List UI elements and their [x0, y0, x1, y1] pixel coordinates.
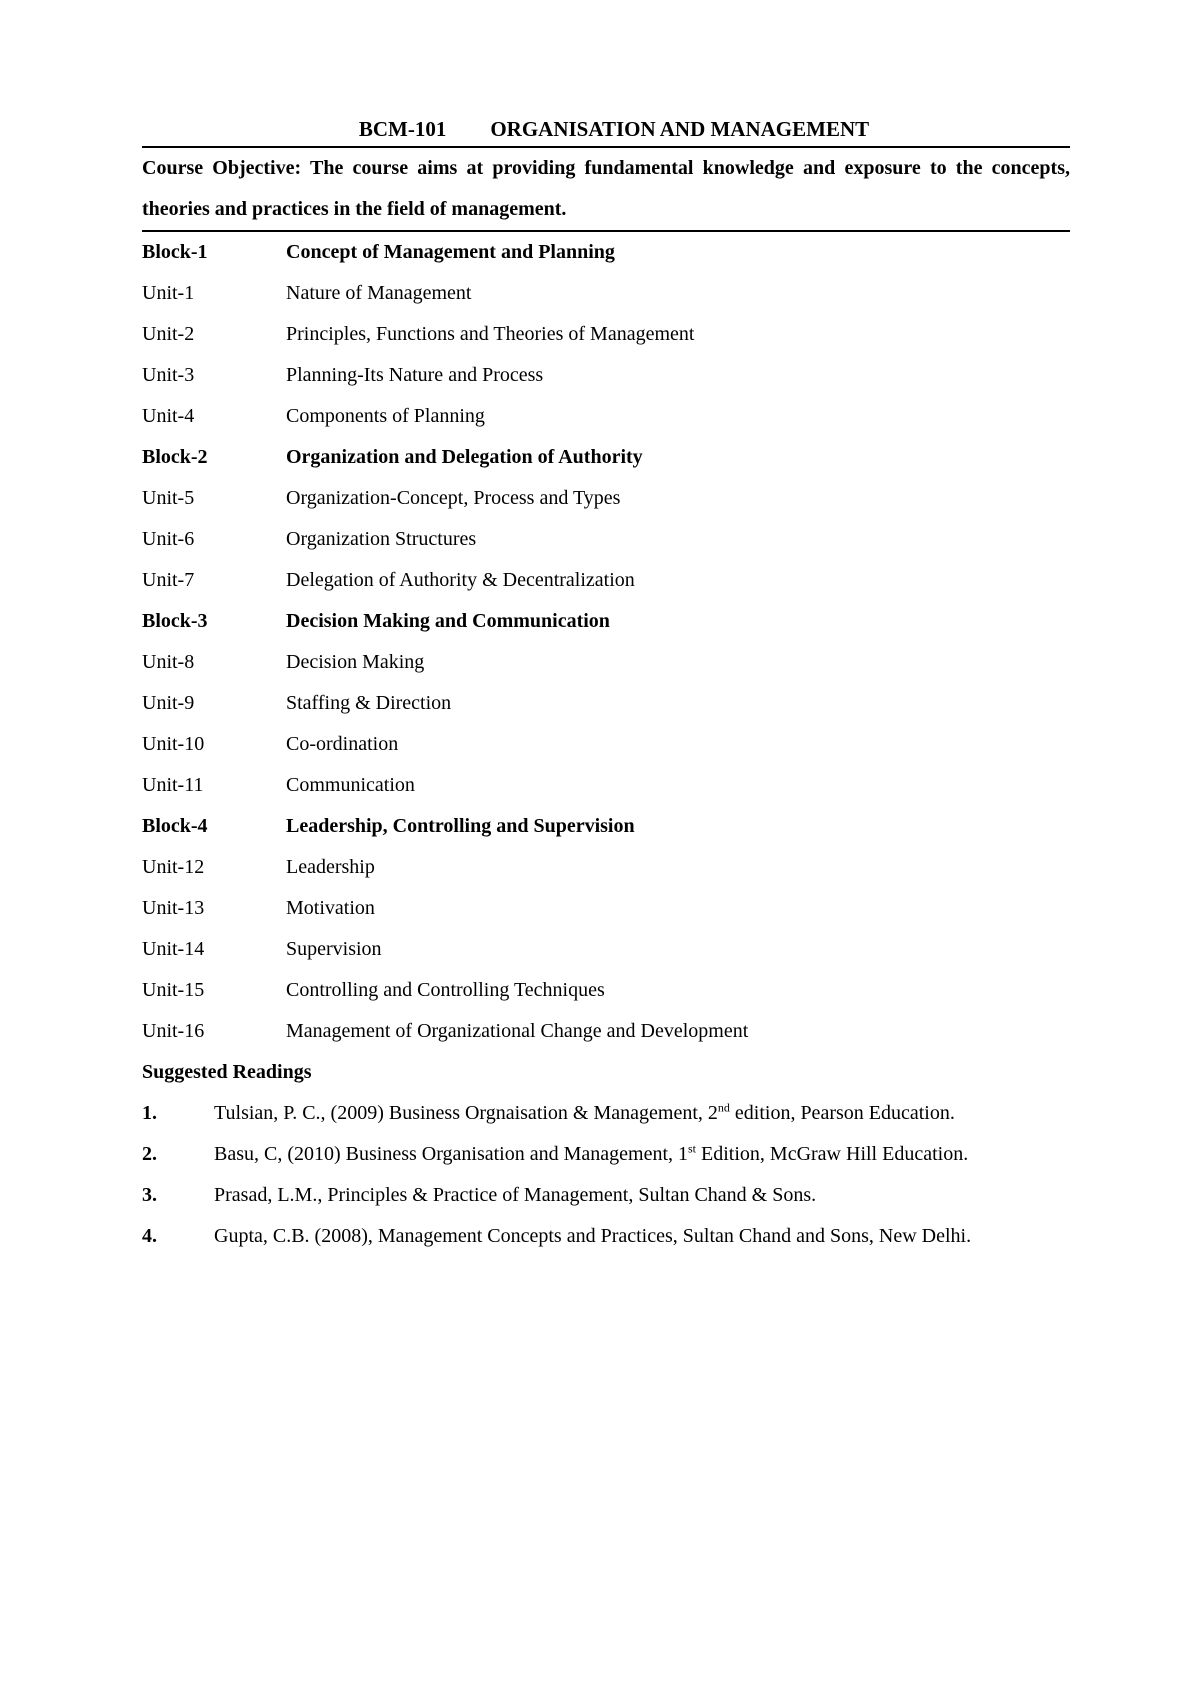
reading-text-rest: edition, Pearson Education. — [729, 1102, 955, 1124]
block-label: Leadership, Controlling and Supervision — [286, 815, 635, 837]
reading-text-main: Tulsian, P. C., (2009) Business Orgnaisation & Management, 2 — [214, 1102, 718, 1124]
unit-row — [142, 888, 1070, 929]
unit-label: Organization-Concept, Process and Types — [286, 487, 621, 509]
unit-row — [142, 724, 1070, 765]
unit-label: Supervision — [286, 938, 382, 960]
unit-row — [142, 314, 1070, 355]
unit-code: Unit-13 — [142, 897, 205, 919]
unit-code: Unit-1 — [142, 282, 195, 304]
block-code: Block-3 — [142, 610, 208, 632]
unit-code: Unit-9 — [142, 692, 195, 714]
unit-code: Unit-10 — [142, 733, 205, 755]
unit-row — [142, 683, 1070, 724]
unit-row — [142, 765, 1070, 806]
reading-text-main: Gupta, C.B. (2008), Management Concepts and Practices, Sultan Chand and Sons, New Delhi. — [214, 1225, 972, 1247]
unit-code: Unit-14 — [142, 938, 205, 960]
syllabus-page — [142, 112, 1070, 1257]
unit-label: Leadership — [286, 856, 375, 878]
unit-row — [142, 273, 1070, 314]
unit-label: Controlling and Controlling Techniques — [286, 979, 605, 1001]
reading-text — [214, 1216, 1070, 1257]
unit-label: Management of Organizational Change and Development — [286, 1020, 749, 1042]
unit-label: Planning-Its Nature and Process — [286, 364, 544, 386]
reading-text-rest: Edition, McGraw Hill Education. — [696, 1143, 969, 1165]
unit-row — [142, 642, 1070, 683]
reading-number: 4. — [142, 1225, 157, 1247]
reading-text — [214, 1175, 1070, 1216]
block-code: Block-2 — [142, 446, 208, 468]
unit-row — [142, 1011, 1070, 1052]
reading-item — [142, 1216, 1070, 1257]
unit-code: Unit-3 — [142, 364, 195, 386]
reading-number: 2. — [142, 1143, 157, 1165]
unit-label: Communication — [286, 774, 415, 796]
reading-text-main: Basu, C, (2010) Business Organisation and Management, 1 — [214, 1143, 689, 1165]
unit-label: Motivation — [286, 897, 375, 919]
reading-item — [142, 1093, 1070, 1134]
readings-title: Suggested Readings — [142, 1061, 312, 1083]
unit-label: Components of Planning — [286, 405, 485, 427]
block-row — [142, 437, 1070, 478]
block-row — [142, 601, 1070, 642]
reading-edition-suffix: nd — [717, 1100, 730, 1115]
course-name: ORGANISATION AND MANAGEMENT — [490, 117, 870, 141]
syllabus-table — [142, 232, 1070, 1052]
unit-code: Unit-5 — [142, 487, 195, 509]
block-label: Organization and Delegation of Authority — [286, 446, 643, 468]
reading-edition-suffix: st — [688, 1141, 697, 1156]
reading-item — [142, 1134, 1070, 1175]
unit-row — [142, 847, 1070, 888]
unit-label: Delegation of Authority & Decentralization — [286, 569, 635, 591]
course-objective: Course Objective: The course aims at providing fundamental knowledge and exposure to the concepts, theories and practices in the field of management. — [142, 157, 1070, 220]
unit-label: Nature of Management — [286, 282, 472, 304]
block-label: Concept of Management and Planning — [286, 241, 615, 263]
reading-text — [214, 1134, 1070, 1175]
unit-row — [142, 355, 1070, 396]
unit-label: Co-ordination — [286, 733, 399, 755]
unit-row — [142, 560, 1070, 601]
unit-code: Unit-16 — [142, 1020, 205, 1042]
unit-code: Unit-8 — [142, 651, 195, 673]
reading-number: 1. — [142, 1102, 157, 1124]
unit-code: Unit-4 — [142, 405, 195, 427]
unit-code: Unit-7 — [142, 569, 195, 591]
unit-row — [142, 478, 1070, 519]
unit-code: Unit-2 — [142, 323, 195, 345]
block-row — [142, 232, 1070, 273]
unit-row — [142, 929, 1070, 970]
unit-label: Staffing & Direction — [286, 692, 452, 714]
course-title — [158, 112, 1070, 146]
readings-list — [142, 1093, 1070, 1257]
block-code: Block-4 — [142, 815, 208, 837]
unit-row — [142, 970, 1070, 1011]
reading-number: 3. — [142, 1184, 157, 1206]
unit-code: Unit-15 — [142, 979, 205, 1001]
reading-item — [142, 1175, 1070, 1216]
course-code: BCM-101 — [358, 117, 447, 141]
unit-row — [142, 396, 1070, 437]
unit-code: Unit-11 — [142, 774, 204, 796]
unit-code: Unit-6 — [142, 528, 195, 550]
reading-text-main: Prasad, L.M., Principles & Practice of Management, Sultan Chand & Sons. — [214, 1184, 817, 1206]
unit-label: Principles, Functions and Theories of Management — [286, 323, 695, 345]
block-code: Block-1 — [142, 241, 208, 263]
reading-text — [214, 1093, 1070, 1134]
unit-code: Unit-12 — [142, 856, 205, 878]
block-row — [142, 806, 1070, 847]
unit-row — [142, 519, 1070, 560]
unit-label: Organization Structures — [286, 528, 477, 550]
block-label: Decision Making and Communication — [286, 610, 610, 632]
unit-label: Decision Making — [286, 651, 425, 673]
